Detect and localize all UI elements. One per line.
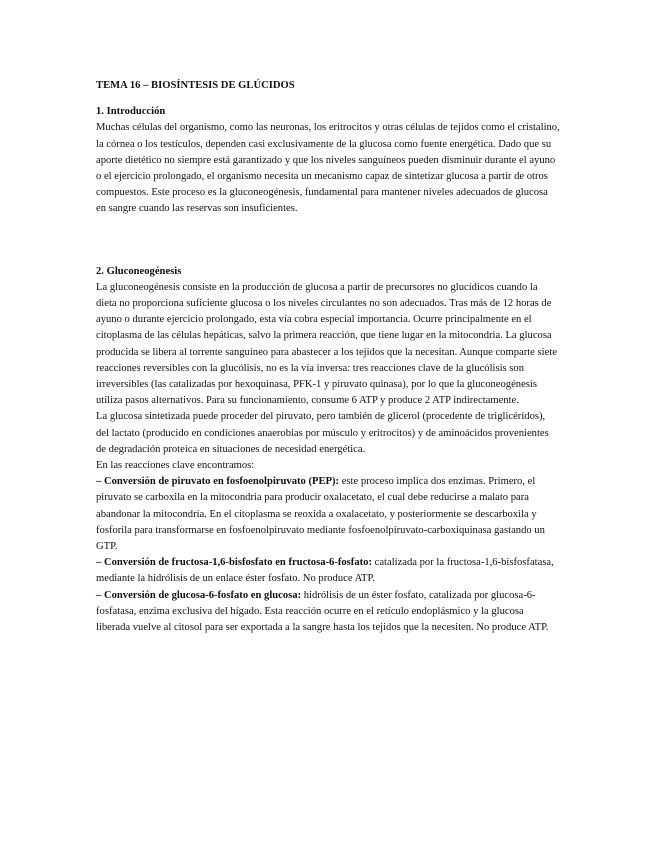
paragraph-introduccion: Muchas células del organismo, como las neuronas, los eritrocitos y otras células de tejidos como el cristalino, la córnea o los testículos, dependen casi exclusivamente de la glucosa como fuente energética. Dado que su aporte dietético no siempre está garantizado y que los niveles sanguíneos pueden disminuir durante el ayuno o el ejercicio prolongado, el organismo necesita un mecanismo capaz de sintetizar glucosa a partir de otros compuestos. Este proceso es la gluconeogénesis, fundamental para mantener niveles adecuados de glucosa en sangre cuando las reservas son insuficientes. <box>96 122 560 215</box>
section-heading-gluconeogenesis: 2. Gluconeogénesis <box>96 265 182 277</box>
paragraph-gluconeogenesis-precursors: La glucosa sintetizada puede proceder del piruvato, pero también de glicerol (procedente de triglicéridos), del lactato (producido en condiciones anaerobias por músculo y eritrocitos) y de aminoácidos provenientes de degradación proteica en situaciones de necesidad energética. <box>96 411 549 455</box>
section-heading-introduccion: 1. Introducción <box>96 106 166 118</box>
document-title: TEMA 16 – BIOSÍNTESIS DE GLÚCIDOS <box>96 80 295 91</box>
key-reaction-text: este proceso implica dos enzimas. Primero, el piruvato se carboxila en la mitocondria para producir oxalacetato, el cual debe reducirse a malato para abandonar la mitocondria. En el citoplasma se reoxida a oxalacetato, y posteriormente se descarboxila y fosforila para transformarse en fosfoenolpiruvato mediante fosfoenolpiruvato-carboxiquinasa gastando un GTP. <box>96 476 545 553</box>
key-reaction-item <box>96 474 560 555</box>
key-reaction-text: catalizada por la fructosa-1,6-bisfosfatasa, mediante la hidrólisis de un enlace éster fosfato. No produce ATP. <box>96 557 554 585</box>
key-reaction-text: hidrólisis de un éster fosfato, catalizada por glucosa-6-fosfatasa, enzima exclusiva del hígado. Esta reacción ocurre en el retículo endoplásmico y la glucosa liberada vuelve al citosol para ser exportada a la sangre hasta los tejidos que la necesiten. No produce ATP. <box>96 589 549 634</box>
key-reaction-lead: – Conversión de fructosa-1,6-bisfosfato en fructosa-6-fosfato: <box>96 557 372 569</box>
paragraph-gluconeogenesis-definition: La gluconeogénesis consiste en la producción de glucosa a partir de precursores no glucídicos cuando la dieta no proporciona suficiente glucosa o los niveles circulantes no son adecuados. Tras más de 12 horas de ayuno o durante ejercicio prolongado, esta vía cobra especial importancia. Ocurre principalmente en el citoplasma de las células hepáticas, salvo la primera reacción, que tiene lugar en la mitocondria. La glucosa producida se libera al torrente sanguíneo para abastecer a los tejidos que la necesitan. Aunque comparte siete reacciones reversibles con la glucólisis, no es la vía inversa: tres reacciones clave de la glucólisis son irreversibles (las catalizadas por hexoquinasa, PFK-1 y piruvato quinasa), por lo que la gluconeogénesis utiliza pasos alternativos. Para su funcionamiento, consume 6 ATP y produce 2 ATP indirectamente. <box>96 281 557 407</box>
document-page <box>96 72 560 636</box>
key-reaction-lead: – Conversión de glucosa-6-fosfato en glucosa: <box>96 589 302 601</box>
key-reaction-item <box>96 588 560 637</box>
paragraph-key-reactions-intro: En las reacciones clave encontramos: <box>96 460 255 472</box>
key-reaction-item <box>96 555 560 587</box>
key-reaction-lead: – Conversión de piruvato en fosfoenolpiruvato (PEP): <box>96 476 340 488</box>
